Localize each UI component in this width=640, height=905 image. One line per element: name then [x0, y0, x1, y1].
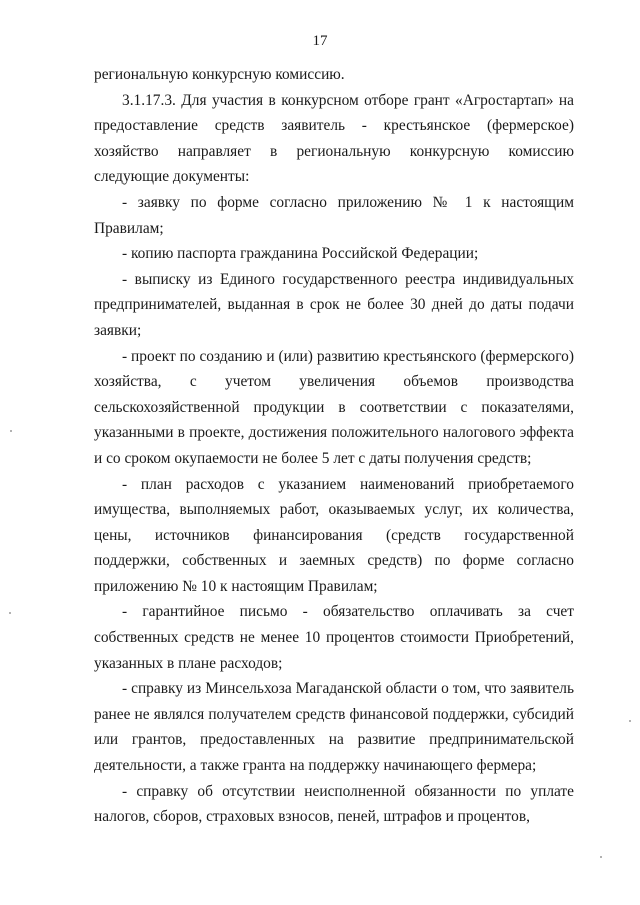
scan-speck [600, 856, 602, 858]
list-item-egrip-extract: - выписку из Единого государственного реестра индивидуальных предпринимателей, выданная в срок не более 30 дней до даты подачи заявки; [94, 270, 574, 339]
list-item-expense-plan: - план расходов с указанием наименований приобретаемого имущества, выполняемых работ, оказываемых услуг, их количества, цены, источников финансирования (средств государственной поддержки, собственных и заемных средств) по форме согласно приложению № 10 к настоящим Правилам; [94, 475, 574, 595]
scan-speck [10, 430, 12, 432]
paragraph-continuation: региональную конкурсную комиссию. [94, 66, 345, 83]
list-item-tax-certificate: - справку об отсутствии неисполненной обязанности по уплате налогов, сборов, страховых взносов, пеней, штрафов и процентов, [94, 782, 574, 826]
list-item-passport-copy: - копию паспорта гражданина Российской Федерации; [122, 245, 479, 263]
list-item-ministry-certificate: - справку из Минсельхоза Магаданской области о том, что заявитель ранее не являлся получателем средств финансовой поддержки, субсидий или грантов, предоставленных на развитие предпринимательской деятельности, а также гранта на поддержку начинающего фермера; [94, 680, 574, 775]
list-item-guarantee-letter: - гарантийное письмо - обязательство оплачивать за счет собственных средств не менее 10 процентов стоимости Приобретений, указанных в плане расходов; [94, 603, 574, 672]
list-item-application: - заявку по форме согласно приложению № 1 к настоящим Правилам; [94, 193, 574, 237]
list-item-farm-project: - проект по созданию и (или) развитию крестьянского (фермерского) хозяйства, с учетом увеличения объемов производства сельскохозяйственной продукции в соответствии с показателями, указанными в проекте, достижения положительного налогового эффекта и со сроком окупаемости не более 5 лет с даты получения средств; [94, 347, 574, 467]
document-body [94, 62, 574, 830]
page-number: 17 [312, 33, 328, 49]
paragraph-clause-3-1-17-3: 3.1.17.3. Для участия в конкурсном отборе грант «Агростартап» на предоставление средств заявитель - крестьянское (фермерское) хозяйство направляет в региональную конкурсную комиссию следующие документы: [94, 91, 574, 186]
scan-speck [9, 612, 11, 614]
scan-speck [629, 720, 631, 722]
